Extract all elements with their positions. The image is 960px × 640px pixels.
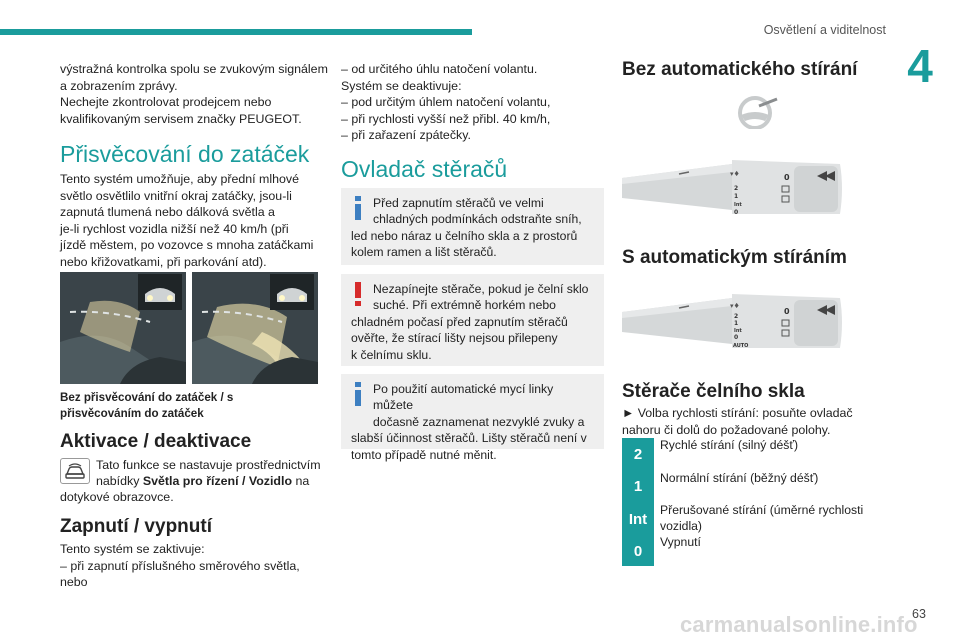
- lever-label-2: 2: [734, 185, 739, 192]
- info-icon: [351, 196, 365, 220]
- notice-dry: Nezapínejte stěrače, pokud je čelní sklo suché. Při extrémně horkém nebo chladném počasí před zapnutím stěračů ověřte, že stírací lišty nejsou přilepeny k čelnímu sklu.: [341, 274, 604, 366]
- info-icon: [351, 382, 365, 406]
- switch-paragraph: Tento systém se zaktivuje: – při zapnutí příslušného směrového světla, nebo: [60, 542, 300, 590]
- activation-line-1: Tato funkce se nastavuje prostřednictvím: [96, 458, 321, 472]
- svg-text:▾♦: ▾♦: [730, 302, 740, 310]
- chapter-title: Osvětlení a viditelnost: [763, 23, 886, 37]
- heading-manual-wiping: Bez automatického stírání: [622, 59, 858, 80]
- speed-tile-int: Int: [622, 502, 654, 536]
- rear-lever-auto-label-0: 0: [784, 307, 790, 316]
- lever-label-0: 0: [734, 209, 739, 216]
- wiper-lever-auto: [622, 286, 842, 364]
- lever-auto-label-int: Int: [734, 328, 742, 334]
- rear-lever-label-0: 0: [784, 173, 790, 182]
- lever-auto-label-0: 0: [734, 334, 739, 341]
- header-accent-bar: [0, 29, 472, 35]
- watermark: carmanualsonline.info: [680, 612, 918, 637]
- steering-wheel-icon: [735, 93, 779, 129]
- car-settings-icon: [60, 458, 90, 484]
- notice-cold: Před zapnutím stěračů ve velmi chladných podmínkách odstraňte sníh, led nebo náraz u čelního skla a z prostorů kolem ramen a lišt stěračů.: [341, 188, 604, 265]
- speed-label-int: Přerušované stírání (úměrné rychlosti vozidla): [660, 503, 864, 533]
- cornering-paragraph: Tento systém umožňuje, aby přední mlhové světlo osvětlilo vnitřní okraj zatáčky, jsou-li zapnutá tlumená nebo dálková světla a je-li rychlost vozidla nižší než 40 km/h (při jízdě městem, po vozovce s mnoha zatáčkami nebo křižovatkami, při parkování atd).: [60, 172, 314, 269]
- speed-label-1: Normální stírání (běžný déšť): [660, 471, 819, 485]
- photo-caption: Bez přisvěcování do zatáček / s přisvěcováním do zatáček: [60, 391, 234, 420]
- photo-without-cornering: [60, 272, 186, 384]
- continuation-paragraph: – od určitého úhlu natočení volantu. Systém se deaktivuje: – pod určitým úhlem natočení volantu, – při rychlosti vyšší než přibl. 40 km/h, – při zařazení zpátečky.: [341, 62, 551, 143]
- speed-tile-1: 1: [622, 470, 654, 502]
- page-number: 63: [912, 607, 926, 621]
- activation-line-2: nabídky Světla pro řízení / Vozidlo na: [96, 474, 310, 488]
- photo-with-cornering: [192, 272, 318, 384]
- intro-paragraph: výstražná kontrolka spolu se zvukovým signálem a zobrazením zprávy. Nechejte zkontrolovat prodejcem nebo kvalifikovaným servisem značky PEUGEOT.: [60, 62, 328, 126]
- lever-label-int: Int: [734, 202, 742, 208]
- lever-label-1: 1: [734, 193, 739, 200]
- heading-front-wipers: Stěrače čelního skla: [622, 381, 805, 402]
- heading-auto-wiping: S automatickým stíráním: [622, 247, 847, 268]
- speed-tile-2: 2: [622, 438, 654, 470]
- front-wipers-paragraph: ► Volba rychlosti stírání: posuňte ovladač nahoru či dolů do požadované polohy.: [622, 406, 853, 437]
- heading-switch: Zapnutí / vypnutí: [60, 516, 212, 537]
- lever-auto-label-auto: AUTO: [733, 343, 749, 349]
- chapter-number: 4: [907, 40, 933, 92]
- heading-cornering: Přisvěcování do zatáček: [60, 141, 310, 167]
- lever-auto-label-1: 1: [734, 320, 739, 327]
- notice-carwash: Po použití automatické mycí linky můžete dočasně zaznamenat nezvyklé zvuky a slabší účinnost stěračů. Lišty stěračů není v tomto případě nutné měnit.: [341, 374, 604, 449]
- speed-label-2: Rychlé stírání (silný déšť): [660, 438, 798, 452]
- heading-wipers: Ovladač stěračů: [341, 156, 508, 182]
- wiper-lever-manual: [622, 152, 842, 230]
- speed-label-0: Vypnutí: [660, 535, 701, 549]
- speed-tile-0: 0: [622, 536, 654, 566]
- lever-auto-label-2: 2: [734, 313, 739, 320]
- svg-text:▾♦: ▾♦: [730, 170, 740, 178]
- activation-line-3: dotykové obrazovce.: [60, 490, 174, 504]
- heading-activation: Aktivace / deaktivace: [60, 431, 252, 452]
- warning-icon: [351, 282, 365, 306]
